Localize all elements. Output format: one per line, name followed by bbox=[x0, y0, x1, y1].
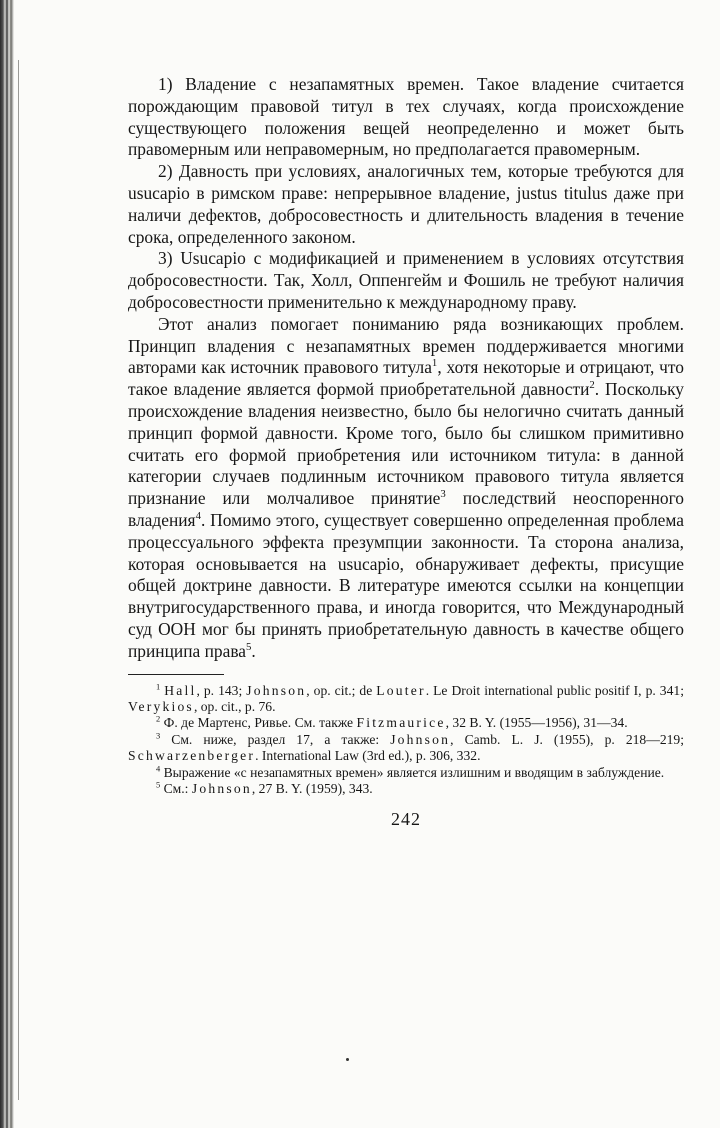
text-segment: . Поскольку происхождение владения неизвестно, было бы нелогично считать данный принцип формой давности. Кроме того, было бы слишком примитивно считать его формой приобретения или источником титула: в данной категории случаев подлинным источником правового титула является признание или молчаливое принятие bbox=[128, 379, 685, 509]
text-segment: Этот анализ помогает пониманию ряда возникающих проблем. Принцип владения с незапамятных времен поддерживается многими авторами как источник правового титула bbox=[128, 313, 684, 378]
fn-author: Schwarzenberger bbox=[128, 748, 256, 764]
fn-author: Johnson bbox=[191, 780, 252, 796]
paragraph-2: 2) Давность при условиях, аналогичных тем, которые требуются для usucapio в римском праве: непрерывное владение, justus titulus даже при наличи дефектов, добросовестность и длительность владения в течение срока, определенного законом. bbox=[128, 161, 684, 247]
text-segment: . bbox=[251, 640, 256, 661]
footnote-ref: 5 bbox=[246, 640, 252, 653]
fn-author: Louter bbox=[376, 682, 426, 698]
print-speck bbox=[346, 1058, 349, 1061]
fn-text: , 27 B. Y. (1959), 343. bbox=[251, 780, 373, 796]
footnote-mark: 4 bbox=[156, 763, 161, 774]
text-segment: последствий неоспоренного владения bbox=[128, 488, 684, 530]
footnote-2 bbox=[128, 715, 684, 731]
paragraph-3: 3) Usucapio с модификацией и применением в условиях отсутствия добросовестности. Так, Холл, Оппенгейм и Фошиль не требуют наличия добросовестности применительно к международному праву. bbox=[128, 248, 684, 312]
footnote-ref: 1 bbox=[431, 357, 438, 370]
footnote-divider bbox=[128, 674, 224, 675]
fn-text: , op. cit., p. 76. bbox=[193, 698, 276, 714]
fn-author: Johnson bbox=[246, 682, 307, 698]
footnote-mark: 3 bbox=[156, 730, 161, 741]
footnote-mark: 1 bbox=[156, 680, 161, 691]
fn-text: . International Law (3rd ed.), p. 306, 332. bbox=[255, 748, 481, 764]
fn-text: , p. 143; bbox=[196, 682, 247, 698]
footnotes bbox=[128, 680, 684, 798]
fn-author: Verykios bbox=[128, 698, 194, 714]
fn-text: Ф. де Мартенс, Ривье. См. также bbox=[160, 715, 357, 731]
fn-text: См. ниже, раздел 17, а также: bbox=[160, 731, 391, 747]
text-segment: . Помимо этого, существует совершенно определенная проблема процессуального эффекта презумпции законности. Та сторона анализа, которая основывается на usucapio, обнаруживает дефекты, присущие общей доктрине давности. В литературе имеются ссылки на концепции внутригосударственного права, и иногда говорится, что Международный суд ООН мог бы принять приобретательную давность в качестве общего принципа права bbox=[128, 509, 684, 661]
footnote-3 bbox=[128, 732, 684, 765]
fn-text: . Le Droit international public positif I, p. 341; bbox=[425, 682, 684, 698]
footnote-ref: 2 bbox=[589, 379, 595, 392]
footnote-ref: 3 bbox=[440, 488, 446, 501]
footnote-5 bbox=[128, 781, 684, 797]
fn-author: Hall bbox=[164, 682, 197, 698]
fn-author: Fitzmaurice bbox=[356, 715, 446, 731]
fn-text: Выражение «с незапамятных времен» является излишним и вводящим в заблуждение. bbox=[160, 764, 665, 780]
page-body bbox=[128, 74, 684, 830]
page-number: 242 bbox=[391, 809, 421, 830]
footnote-mark: 2 bbox=[156, 713, 161, 724]
footnote-4 bbox=[128, 765, 684, 781]
fn-text: См.: bbox=[160, 780, 192, 796]
paragraph-main bbox=[128, 314, 684, 663]
fn-text: , Camb. L. J. (1955), p. 218—219; bbox=[450, 731, 684, 747]
paragraph-1: 1) Владение с незапамятных времен. Такое владение считается порождающим правовой титул в тех случаях, когда происхождение существующего положения вещей неопределенно и может быть правомерным или неправомерным, но предполагается правомерным. bbox=[128, 74, 684, 160]
footnote-mark: 5 bbox=[156, 779, 161, 790]
fn-author: Johnson bbox=[390, 731, 451, 747]
text-segment: , хотя некоторые и отрицают, что такое владение является формой приобретательной давности bbox=[128, 357, 684, 400]
footnote-1 bbox=[128, 680, 684, 716]
page-edge-line bbox=[18, 60, 19, 1100]
fn-text: , op. cit.; de bbox=[306, 682, 377, 698]
fn-text: , 32 B. Y. (1955—1956), 31—34. bbox=[445, 715, 628, 731]
book-spine-edge bbox=[0, 0, 14, 1128]
footnote-ref: 4 bbox=[195, 510, 201, 523]
